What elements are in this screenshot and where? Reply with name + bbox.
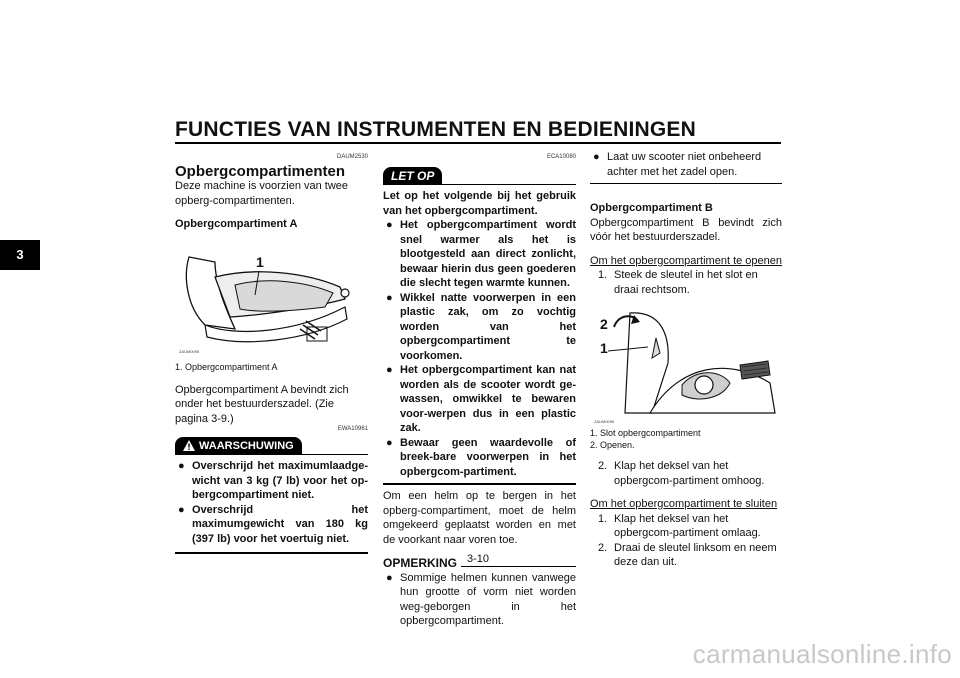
note-label: OPMERKING bbox=[383, 556, 458, 570]
section-heading: Opbergcompartimenten bbox=[175, 162, 346, 180]
caution-label: LET OP bbox=[383, 167, 442, 186]
warning-item: ● Overschrijd het maximumgewicht van 180 kg (397 lb) voor het voertuig niet. bbox=[175, 503, 368, 547]
caution-intro: Let op het volgende bij het gebruik van het opbergcompartiment. bbox=[383, 190, 576, 217]
warning-bottom-rule bbox=[175, 552, 368, 554]
page-header-title: FUNCTIES VAN INSTRUMENTEN EN BEDIENINGEN bbox=[175, 118, 696, 141]
top-note-item: ● Laat uw scooter niet onbeheerd achter met het zadel open. bbox=[590, 150, 782, 179]
top-note-list bbox=[590, 150, 782, 179]
column-3 bbox=[590, 150, 782, 570]
caution-item: ● Bewaar geen waardevolle of breek-bare voorwerpen in het opbergcom-partiment. bbox=[383, 436, 576, 480]
open-steps-2 bbox=[590, 459, 782, 488]
helmet-paragraph: Om een helm op te bergen in het opberg-compartiment, moet de helm omgekeerd geplaatst worden en met de voorkant naar voren toe. bbox=[383, 490, 576, 546]
caution-bottom-rule bbox=[383, 483, 576, 485]
section-code: DAUM2530 bbox=[336, 154, 368, 160]
caution-item: ● Het opbergcompartiment wordt snel warmer als het is blootgesteld aan direct zonlicht, bewaar hierin dus geen goederen die slecht tegen warmte kunnen. bbox=[383, 218, 576, 291]
warning-code: EWA10961 bbox=[337, 426, 368, 432]
open-step bbox=[598, 459, 782, 488]
figure-caption: 1. Opbergcompartiment A bbox=[175, 361, 278, 372]
scooter-seat-illustration bbox=[175, 237, 368, 355]
warning-item: ● Overschrijd het maximumlaadge-wicht van 3 kg (7 lb) voor het op-bergcompartiment niet. bbox=[175, 459, 368, 503]
warning-top-rule bbox=[302, 454, 368, 455]
figure-compartment-b bbox=[590, 303, 782, 425]
open-step-number: 1. bbox=[598, 269, 608, 281]
close-step-number: 2. bbox=[598, 541, 608, 554]
warning-header bbox=[175, 437, 368, 456]
intro-text: Deze machine is voorzien van twee opberg-compartimenten. bbox=[175, 180, 349, 207]
close-step bbox=[598, 541, 782, 570]
open-step bbox=[598, 268, 782, 297]
lock-illustration bbox=[590, 303, 782, 425]
caution-top-rule bbox=[442, 184, 576, 185]
caution-header bbox=[383, 167, 576, 186]
caution-item: ● Het opbergcompartiment kan nat worden als de scooter wordt ge-wassen, omwikkel te bewaren voor-werpen dus in een plastic zak. bbox=[383, 363, 576, 436]
open-steps bbox=[590, 268, 782, 297]
close-step bbox=[598, 512, 782, 541]
top-note-rule bbox=[590, 183, 782, 184]
note-list bbox=[383, 571, 576, 629]
figure-b-callout-1: 1 bbox=[600, 340, 608, 356]
page-number: 3-10 bbox=[467, 553, 490, 565]
close-step-text: Klap het deksel van het opbergcom-partiment omlaag. bbox=[614, 512, 761, 539]
figure-compartment-a bbox=[175, 237, 368, 355]
caution-list bbox=[383, 218, 576, 479]
location-paragraph: Opbergcompartiment A bevindt zich onder het bestuurderszadel. (Zie pagina 3-9.) bbox=[175, 383, 349, 425]
header-rule bbox=[175, 142, 781, 144]
figure-code: ZAUM0095 bbox=[179, 348, 200, 354]
subheading-compartment-b: Opbergcompartiment B bbox=[590, 202, 713, 214]
watermark: carmanualsonline.info bbox=[692, 639, 952, 669]
close-heading: Om het opbergcompartiment te sluiten bbox=[590, 498, 778, 510]
figure-b-callout-2: 2 bbox=[600, 316, 608, 332]
close-steps bbox=[590, 512, 782, 570]
figure-b-caption-1: 1. Slot opbergcompartiment bbox=[590, 428, 701, 438]
warning-label: WAARSCHUWING bbox=[199, 439, 294, 452]
caution-item: ● Wikkel natte voorwerpen in een plastic zak, om zo vochtig worden van het opbergcompartiment te voorkomen. bbox=[383, 291, 576, 364]
figure-b-caption-2: 2. Openen. bbox=[590, 440, 635, 450]
open-step-text: Steek de sleutel in het slot en draai rechtsom. bbox=[614, 269, 758, 296]
note-item: ● Sommige helmen kunnen vanwege hun grootte of vorm niet worden weg-geborgen in het opbergcompartiment. bbox=[383, 571, 576, 629]
close-step-text: Draai de sleutel linksom en neem deze dan uit. bbox=[614, 541, 777, 568]
warning-label-box bbox=[175, 437, 302, 456]
figure-callout-1: 1 bbox=[256, 253, 264, 270]
warning-triangle-icon bbox=[183, 440, 195, 451]
warning-list bbox=[175, 459, 368, 546]
note-top-rule bbox=[461, 566, 576, 567]
location-b-paragraph: Opbergcompartiment B bevindt zich vóór het bestuurderszadel. bbox=[590, 216, 782, 243]
caution-code: ECA10080 bbox=[546, 154, 576, 160]
open-step-number: 2. bbox=[598, 460, 608, 472]
column-1 bbox=[175, 150, 368, 554]
open-heading: Om het opbergcompartiment te openen bbox=[590, 254, 783, 267]
chapter-tab-label: 3 bbox=[16, 247, 24, 262]
open-step-text: Klap het deksel van het opbergcom-partiment omhoog. bbox=[614, 460, 765, 487]
subheading-compartment-a: Opbergcompartiment A bbox=[175, 218, 298, 230]
figure-b-code: ZAUM0096 bbox=[594, 419, 615, 424]
close-step-number: 1. bbox=[598, 512, 608, 525]
